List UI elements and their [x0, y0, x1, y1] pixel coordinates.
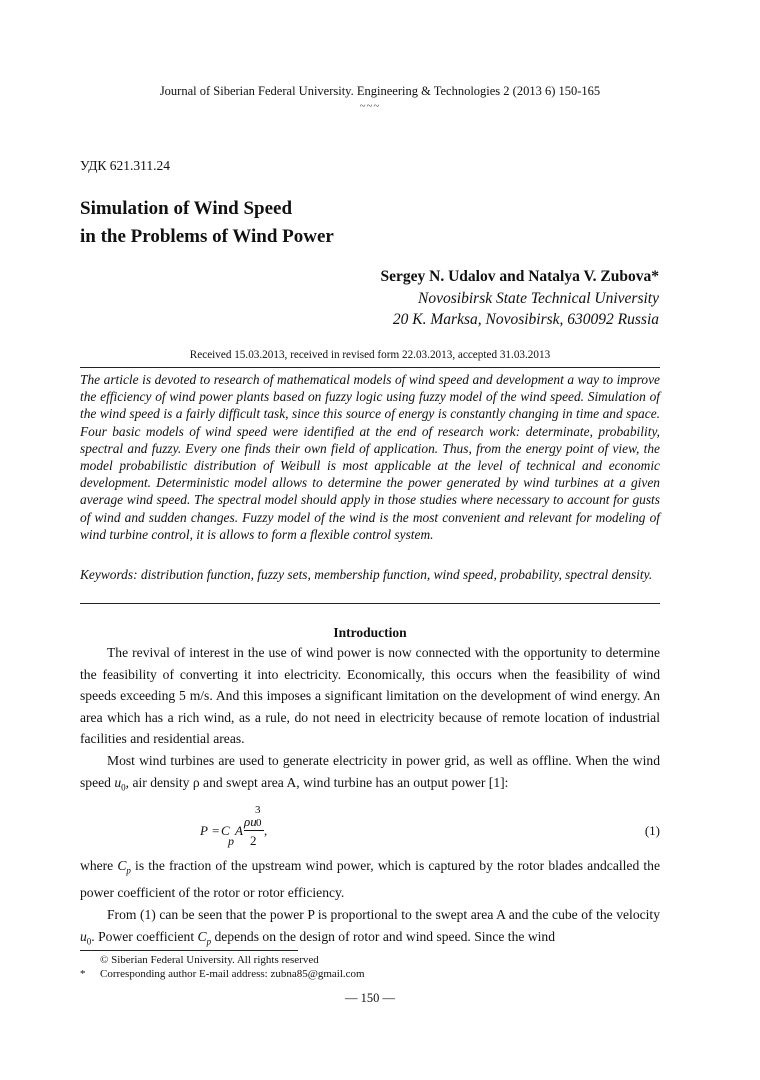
author-block: [381, 266, 659, 331]
p3-text-a: where: [80, 858, 118, 873]
p4-u: u: [80, 928, 87, 944]
p4-text-b: . Power coefficient: [91, 928, 198, 944]
eq-fraction-line: [244, 830, 264, 831]
p4-text-a: From (1) can be seen that the power P is proportional to the swept area A and the cube of the velocity: [107, 906, 660, 922]
footnote-star: *: [80, 968, 86, 980]
abstract-top-rule: [80, 367, 660, 368]
eq-lhs: P: [200, 823, 208, 838]
keywords: Keywords: distribution function, fuzzy sets, membership function, wind speed, probability, spectral density.: [80, 567, 653, 582]
paper-title: [80, 195, 334, 251]
eq-c-sub: p: [228, 834, 234, 848]
copyright-text: © Siberian Federal University. All rights reserved: [100, 954, 319, 966]
paragraph-2: [80, 750, 660, 799]
eq-num-sub: 0: [256, 817, 262, 829]
eq-a: A: [235, 823, 243, 838]
eq-equals: =: [212, 823, 220, 838]
footnote-corresponding: [80, 967, 365, 981]
p3-c-sub: p: [126, 865, 131, 876]
equation-1: [200, 806, 660, 852]
header-ornament: ~~~: [359, 100, 381, 112]
journal-header: Journal of Siberian Federal University. Engineering & Technologies 2 (2013 6) 150-165: [159, 84, 601, 98]
paragraph-1: The revival of interest in the use of wind power is now connected with the opportunity to determine the feasibility of converting it into electricity. Economically, this occurs when the feasibility of wind speeds exceeding 5 m/s. And this imposes a significant limitation on the development of wind energy. An area which has a rich wind, as a rule, do not need in electricity because of remote location of industrial facilities and residential areas.: [80, 645, 660, 747]
affiliation: Novosibirsk State Technical University: [418, 289, 659, 307]
paragraph-4: [80, 904, 660, 953]
footnote-copyright: [80, 953, 319, 967]
abstract: The article is devoted to research of mathematical models of wind speed and development a way to improve the efficiency of wind power plants based on fuzzy logic using fuzzy model of the wind speed. Simulation of the wind speed is a fairly difficult task, since this source of energy is constantly changing in time and space. Four basic models of wind speed were identified at the end of research work: determinate, probability, spectral and fuzzy. Every one finds their own field of application. Thus, from the energy point of view, the model probabilistic distribution of Weibull is most applicable at the level of technical and economic development. Deterministic model allows to determine the power generated by wind turbines at a given average wind speed. The spectral model should apply in those studies where necessary to account for gusts of wind and sudden changes. Fuzzy model of the wind is the most convenient and relevant for modeling of wind turbine control, it is allows to form a flexible control system.: [80, 372, 660, 542]
p4-text-c: depends on the design of rotor and wind speed. Since the wind: [211, 928, 556, 944]
section-heading-introduction: Introduction: [333, 625, 407, 640]
eq-denominator: 2: [250, 833, 257, 848]
p2-text-b: , air density ρ and swept area A, wind turbine has an output power [1]:: [125, 774, 509, 790]
p2-u: u: [114, 774, 122, 790]
title-line-2: in the Problems of Wind Power: [80, 226, 334, 247]
author-names: Sergey N. Udalov and Natalya V. Zubova*: [380, 268, 659, 285]
udk-code: УДК 621.311.24: [80, 158, 171, 173]
eq-numerator: ρu: [244, 814, 257, 829]
body-text-upper: [80, 642, 660, 799]
abstract-bottom-rule: [80, 603, 660, 604]
eq-comma: ,: [264, 823, 268, 838]
received-dates: Received 15.03.2013, received in revised form 22.03.2013, accepted 31.03.2013: [189, 349, 551, 361]
address: 20 K. Marksa, Novosibirsk, 630092 Russia: [392, 311, 659, 328]
p4-c-sub: p: [206, 936, 212, 947]
p4-c: C: [197, 928, 207, 944]
corresponding-text: Corresponding author E-mail address: zubna85@gmail.com: [100, 968, 365, 980]
paragraph-3: [80, 855, 660, 904]
p3-c: C: [117, 858, 127, 873]
eq-number: (1): [644, 823, 660, 838]
eq-c: C: [221, 823, 230, 838]
page-number: — 150 —: [345, 991, 395, 1005]
body-text-lower: [80, 855, 660, 953]
p3-text-b: is the fraction of the upstream wind power, which is captured by the rotor blades andcalled the power coefficient of the rotor or rotor efficiency.: [80, 858, 661, 901]
footnote-rule: [80, 950, 298, 951]
p2-u-sub: 0: [121, 782, 126, 793]
p4-u-sub: 0: [86, 936, 92, 947]
eq-exponent: 3: [255, 804, 261, 816]
p2-text-a: Most wind turbines are used to generate electricity in power grid, as well as offline. When the wind speed: [80, 752, 660, 790]
title-line-1: Simulation of Wind Speed: [80, 198, 293, 219]
